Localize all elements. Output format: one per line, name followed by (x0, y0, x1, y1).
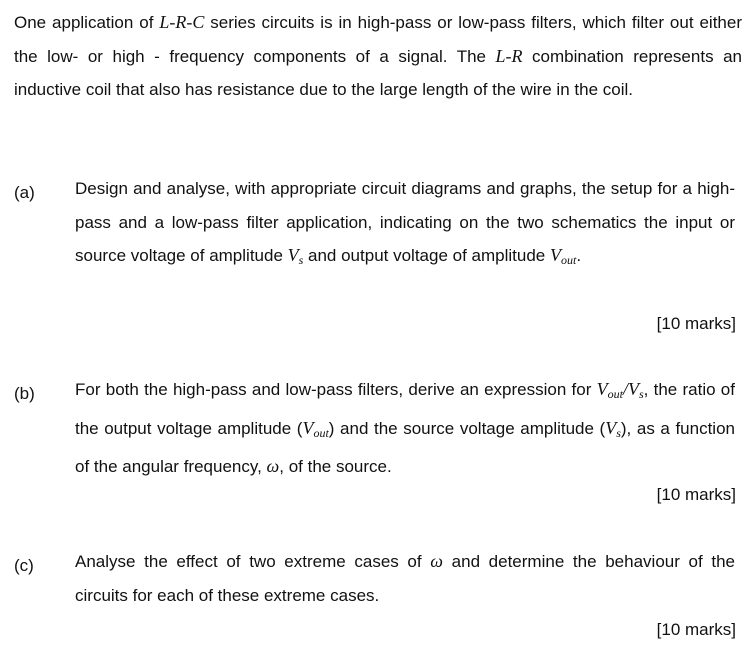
intro-text-3: combination represents an inductive coil that also has resistance due to the large length of the wire in the coil. (14, 46, 743, 99)
intro-text-2: series circuits is in high-pass or low-pass filters, which filter out either the low- or high - frequency components of a signal. The (14, 13, 742, 66)
intro-paragraph (14, 6, 742, 107)
lr-symbol: L-R (495, 45, 523, 66)
vout-symbol: V (302, 417, 314, 438)
vs-symbol: V (287, 245, 299, 265)
intro-text-1: One application of (14, 13, 160, 32)
vs-symbol: V (627, 379, 639, 399)
question-a-text: Design and analyse, with appropriate circuit diagrams and graphs, the setup for a high-pass and a low-pass filter application, indicating on the two schematics the input or source voltage of amplitude $V_s$ and output voltage of amplitude $V_{out}$. (75, 179, 735, 267)
vout-symbol: V (596, 379, 608, 399)
question-b-label: (b) (14, 384, 35, 403)
vs-symbol: V (605, 417, 617, 438)
question-b-text: For both the high-pass and low-pass filters, derive an expression for $V_{out}/V_s$, the ratio of the output voltage amplitude $(V_{out})$ and the source voltage amplitude $(V_s)$, as a function of the angular frequency, ω, of the source. (75, 379, 735, 476)
question-c-marks: [10 marks] (656, 620, 736, 639)
question-c-label: (c) (14, 556, 34, 575)
omega-symbol: ω (430, 551, 443, 571)
vout-symbol: V (549, 245, 561, 265)
question-c-text: Analyse the effect of two extreme cases of ω and determine the behaviour of the circuits for each of these extreme cases. (75, 551, 736, 605)
question-b-marks: [10 marks] (656, 485, 736, 504)
question-a-marks: [10 marks] (656, 314, 736, 333)
question-a-label: (a) (14, 183, 35, 202)
omega-symbol: ω (266, 456, 280, 476)
lrc-symbol: L-R-C (159, 12, 205, 32)
